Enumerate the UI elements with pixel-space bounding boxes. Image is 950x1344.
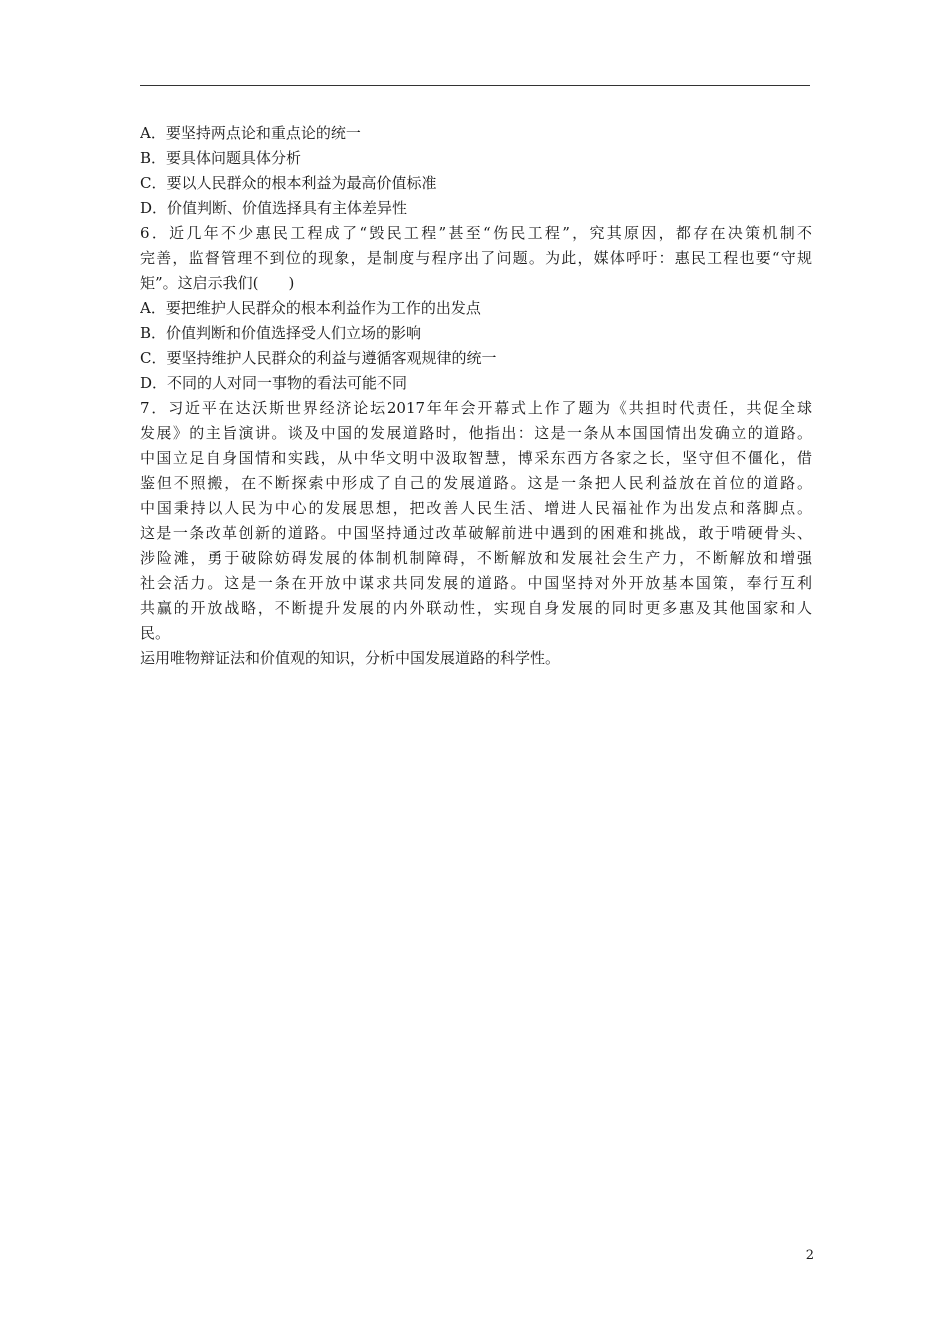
q5-option-b: B．要具体问题具体分析 <box>140 149 302 167</box>
q5-option-c: C．要以人民群众的根本利益为最高价值标准 <box>140 174 437 192</box>
q7-stem-line: 涉险滩，勇于破除妨碍发展的体制机制障碍，不断解放和发展社会生产力，不断解放和增强 <box>140 549 812 567</box>
q6-stem-line: 完善，监督管理不到位的现象，是制度与程序出了问题。为此，媒体呼吁：惠民工程也要“守规 <box>140 249 812 267</box>
question-7 <box>140 396 812 671</box>
q7-stem-line: 社会活力。这是一条在开放中谋求共同发展的道路。中国坚持对外开放基本国策，奉行互利 <box>140 574 812 592</box>
q6-option-d: D．不同的人对同一事物的看法可能不同 <box>140 374 408 392</box>
q5-options <box>140 121 812 221</box>
q7-stem-line: 发展》的主旨演讲。谈及中国的发展道路时，他指出：这是一条从本国国情出发确立的道路。 <box>140 424 812 442</box>
page-number: 2 <box>805 1248 814 1263</box>
q7-task: 运用唯物辩证法和价值观的知识，分析中国发展道路的科学性。 <box>140 649 561 667</box>
q6-stem-line: 矩”。这启示我们( ) <box>140 274 295 292</box>
q7-stem-line: 共赢的开放战略，不断提升发展的内外联动性，实现自身发展的同时更多惠及其他国家和人 <box>140 599 812 617</box>
q7-stem-line: 鉴但不照搬，在不断探索中形成了自己的发展道路。这是一条把人民利益放在首位的道路。 <box>140 474 812 492</box>
document-body <box>140 121 812 671</box>
q6-option-b: B．价值判断和价值选择受人们立场的影响 <box>140 324 422 342</box>
q6-option-c: C．要坚持维护人民群众的利益与遵循客观规律的统一 <box>140 349 497 367</box>
q7-stem-line: 中国立足自身国情和实践，从中华文明中汲取智慧，博采东西方各家之长，坚守但不僵化，借 <box>140 449 812 467</box>
q7-stem-line: 7．习近平在达沃斯世界经济论坛2017年年会开幕式上作了题为《共担时代责任，共促全球 <box>140 399 812 417</box>
q6-stem-line: 6．近几年不少惠民工程成了“毁民工程”甚至“伤民工程”，究其原因，都存在决策机制不 <box>140 224 812 242</box>
q7-stem-line: 中国秉持以人民为中心的发展思想，把改善人民生活、增进人民福祉作为出发点和落脚点。 <box>140 499 812 517</box>
q5-option-a: A．要坚持两点论和重点论的统一 <box>140 124 361 142</box>
question-6 <box>140 221 812 396</box>
q6-option-a: A．要把维护人民群众的根本利益作为工作的出发点 <box>140 299 481 317</box>
header-rule <box>140 85 810 86</box>
q7-stem-line: 这是一条改革创新的道路。中国坚持通过改革破解前进中遇到的困难和挑战，敢于啃硬骨头、 <box>140 524 812 542</box>
q5-option-d: D．价值判断、价值选择具有主体差异性 <box>140 199 408 217</box>
q7-stem-line: 民。 <box>140 624 171 642</box>
